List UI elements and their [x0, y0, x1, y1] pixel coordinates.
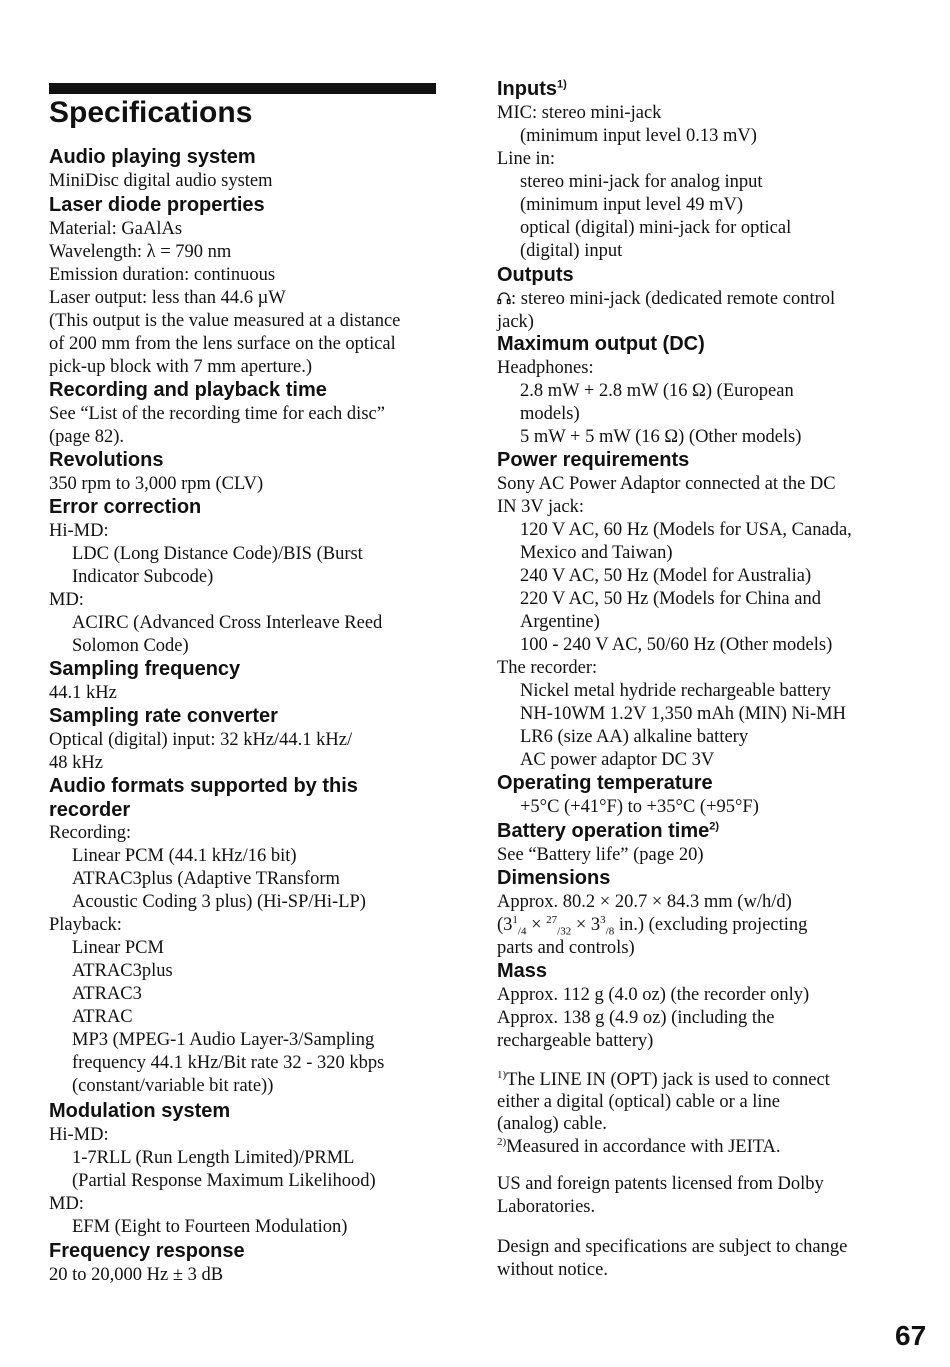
spec-battery-time: [497, 820, 897, 867]
spec-line: rechargeable battery): [497, 1030, 654, 1051]
spec-line: ATRAC: [72, 1007, 133, 1027]
spec-power-requirements: [497, 449, 897, 772]
spec-heading: Frequency response: [49, 1240, 245, 1262]
spec-laser-diode: [49, 194, 439, 379]
fraction-numerator: 27: [546, 913, 558, 926]
spec-heading: Operating temperature: [497, 772, 713, 794]
spec-line: Hi-MD:: [49, 1124, 109, 1145]
spec-line: pick-up block with 7 mm aperture.): [49, 356, 313, 377]
fraction-numerator: 1: [512, 913, 518, 926]
spec-line: Linear PCM (44.1 kHz/16 bit): [72, 846, 297, 866]
spec-line: IN 3V jack:: [497, 496, 584, 517]
spec-line: LR6 (size AA) alkaline battery: [520, 726, 749, 747]
spec-line: ATRAC3plus: [72, 961, 173, 981]
spec-line: Optical (digital) input: 32 kHz/44.1 kHz/: [49, 729, 353, 750]
spec-line: Material: GaAlAs: [49, 218, 183, 239]
spec-outputs: [497, 264, 897, 334]
spec-line: Laser output: less than 44.6 µW: [49, 287, 286, 308]
spec-heading-text: Inputs: [497, 78, 557, 100]
footnote-2: [497, 1136, 897, 1158]
spec-line: MiniDisc digital audio system: [49, 170, 273, 191]
spec-error-correction: [49, 496, 439, 658]
spec-line: Wavelength: λ = 790 nm: [49, 241, 232, 262]
spec-line: LDC (Long Distance Code)/BIS (Burst: [72, 543, 363, 564]
footnote-1: [497, 1069, 897, 1135]
spec-line: Argentine): [520, 611, 600, 632]
notice-line: US and foreign patents licensed from Dolby: [497, 1174, 824, 1194]
notice-line: Laboratories.: [497, 1197, 596, 1217]
spec-line: The recorder:: [497, 657, 598, 678]
spec-heading: Audio formats supported by this: [49, 775, 358, 797]
dim-text: ×: [526, 914, 547, 935]
spec-line: Playback:: [49, 915, 122, 935]
page-title: Specifications: [49, 96, 253, 129]
spec-recording-time: [49, 379, 439, 449]
spec-dimensions: [497, 867, 897, 960]
fraction-numerator: 3: [600, 913, 606, 926]
spec-line: Line in:: [497, 148, 556, 169]
footnote-ref: 2): [709, 820, 720, 833]
spec-line: Hi-MD:: [49, 520, 109, 541]
spec-operating-temperature: [497, 772, 897, 819]
spec-heading: [497, 820, 897, 844]
spec-line: See “Battery life” (page 20): [497, 844, 704, 865]
spec-line: Nickel metal hydride rechargeable battery: [520, 680, 831, 701]
spec-max-output: [497, 333, 897, 449]
spec-heading: Error correction: [49, 496, 202, 518]
spec-line: 220 V AC, 50 Hz (Models for China and: [520, 588, 821, 609]
spec-line: optical (digital) mini-jack for optical: [520, 217, 792, 238]
spec-heading: Maximum output (DC): [497, 333, 705, 355]
footnote-mark: 2): [497, 1135, 507, 1148]
fraction-denominator: /4: [517, 925, 527, 938]
spec-line: models): [520, 403, 580, 424]
spec-line: Mexico and Taiwan): [520, 542, 673, 563]
footnote-line: (analog) cable.: [497, 1114, 607, 1134]
spec-line: (constant/variable bit rate)): [72, 1076, 274, 1096]
spec-line: Recording:: [49, 823, 132, 843]
footnote-line: [497, 1069, 897, 1091]
spec-inputs: [497, 78, 897, 263]
spec-line: ATRAC3: [72, 984, 142, 1004]
dim-text: (3: [497, 914, 513, 935]
spec-frequency-response: [49, 1240, 439, 1287]
spec-line: EFM (Eight to Fourteen Modulation): [72, 1216, 348, 1237]
spec-heading: Sampling rate converter: [49, 705, 278, 727]
footnote-ref: 1): [557, 78, 567, 91]
footnote-line: [497, 1136, 897, 1158]
spec-line: Headphones:: [497, 357, 594, 378]
spec-line: frequency 44.1 kHz/Bit rate 32 - 320 kbps: [72, 1053, 385, 1073]
spec-line: [497, 288, 897, 311]
spec-line: ATRAC3plus (Adaptive TRansform: [72, 869, 340, 889]
spec-line: 1-7RLL (Run Length Limited)/PRML: [72, 1147, 355, 1168]
fraction-denominator: /8: [605, 925, 615, 938]
spec-audio-formats: [49, 775, 439, 1098]
spec-line: Approx. 112 g (4.0 oz) (the recorder only): [497, 984, 810, 1005]
spec-line: See “List of the recording time for each disc”: [49, 403, 385, 424]
spec-revolutions: [49, 449, 439, 496]
spec-mass: [497, 960, 897, 1053]
spec-line: (Partial Response Maximum Likelihood): [72, 1170, 376, 1191]
spec-line: 5 mW + 5 mW (16 Ω) (Other models): [520, 426, 802, 447]
spec-line: Indicator Subcode): [72, 566, 214, 587]
notice-line: Design and specifications are subject to change: [497, 1237, 848, 1257]
spec-heading-text: Battery operation time: [497, 820, 710, 842]
spec-heading: [497, 78, 897, 102]
spec-line: AC power adaptor DC 3V: [520, 749, 715, 770]
spec-line: (digital) input: [520, 240, 623, 261]
spec-line: +5°C (+41°F) to +35°C (+95°F): [520, 796, 759, 817]
spec-sampling-rate-converter: [49, 705, 439, 775]
spec-heading: Power requirements: [497, 449, 690, 471]
spec-line: 120 V AC, 60 Hz (Models for USA, Canada,: [520, 519, 852, 540]
spec-heading: Dimensions: [497, 867, 611, 889]
spec-line: NH-10WM 1.2V 1,350 mAh (MIN) Ni-MH: [520, 703, 846, 724]
spec-heading: Audio playing system: [49, 146, 256, 168]
spec-line: Approx. 80.2 × 20.7 × 84.3 mm (w/h/d): [497, 891, 792, 912]
spec-line: 100 - 240 V AC, 50/60 Hz (Other models): [520, 634, 833, 655]
patent-notice: [497, 1173, 897, 1219]
notice-line: without notice.: [497, 1260, 608, 1280]
spec-line: MD:: [49, 589, 84, 610]
spec-line: 48 kHz: [49, 752, 103, 773]
title-rule: [49, 83, 436, 94]
footnote-text: Measured in accordance with JEITA.: [506, 1137, 781, 1157]
spec-line: 2.8 mW + 2.8 mW (16 Ω) (European: [520, 380, 794, 401]
spec-line: Solomon Code): [72, 635, 189, 656]
spec-line: (This output is the value measured at a distance: [49, 310, 401, 331]
spec-line: (minimum input level 49 mV): [520, 194, 744, 215]
spec-line: of 200 mm from the lens surface on the optical: [49, 333, 396, 354]
page-number: 67: [895, 1320, 927, 1351]
footnote-mark: 1): [497, 1068, 507, 1081]
spec-heading: Modulation system: [49, 1100, 231, 1122]
spec-heading: recorder: [49, 798, 131, 821]
spec-line-text: : stereo mini-jack (dedicated remote control: [511, 288, 836, 309]
spec-heading: Outputs: [497, 264, 574, 286]
spec-audio-playing-system: [49, 146, 439, 193]
dim-text: in.) (excluding projecting: [614, 914, 808, 935]
spec-heading: Laser diode properties: [49, 194, 265, 216]
spec-line: jack): [497, 311, 534, 332]
dim-text: × 3: [571, 914, 601, 935]
spec-heading: Revolutions: [49, 449, 164, 471]
spec-line: ACIRC (Advanced Cross Interleave Reed: [72, 612, 383, 633]
fraction-denominator: /32: [557, 925, 572, 938]
spec-heading: Mass: [497, 960, 548, 982]
spec-line: 240 V AC, 50 Hz (Model for Australia): [520, 565, 812, 586]
change-notice: [497, 1236, 897, 1282]
footnote-line: either a digital (optical) cable or a line: [497, 1092, 781, 1112]
spec-line: Acoustic Coding 3 plus) (Hi-SP/Hi-LP): [72, 892, 366, 912]
spec-line: Sony AC Power Adaptor connected at the DC: [497, 473, 836, 494]
footnote-text: The LINE IN (OPT) jack is used to connect: [506, 1070, 830, 1090]
spec-heading: Recording and playback time: [49, 379, 327, 401]
spec-line: 350 rpm to 3,000 rpm (CLV): [49, 473, 264, 494]
spec-line: Approx. 138 g (4.9 oz) (including the: [497, 1007, 775, 1028]
spec-line: 20 to 20,000 Hz ± 3 dB: [49, 1264, 224, 1285]
spec-line: MD:: [49, 1193, 84, 1214]
spec-line: Emission duration: continuous: [49, 264, 276, 285]
spec-line: 44.1 kHz: [49, 682, 117, 703]
spec-heading: Sampling frequency: [49, 658, 241, 680]
spec-line: MP3 (MPEG-1 Audio Layer-3/Sampling: [72, 1030, 375, 1050]
spec-line: stereo mini-jack for analog input: [520, 171, 763, 192]
spec-line: parts and controls): [497, 937, 635, 958]
spec-line: (minimum input level 0.13 mV): [520, 125, 757, 146]
spec-sampling-frequency: [49, 658, 439, 705]
spec-line: Linear PCM: [72, 938, 164, 958]
spec-line: [497, 914, 897, 937]
headphone-icon: [497, 291, 511, 305]
spec-modulation: [49, 1100, 439, 1239]
spec-line: MIC: stereo mini-jack: [497, 102, 662, 123]
spec-line: (page 82).: [49, 426, 124, 447]
